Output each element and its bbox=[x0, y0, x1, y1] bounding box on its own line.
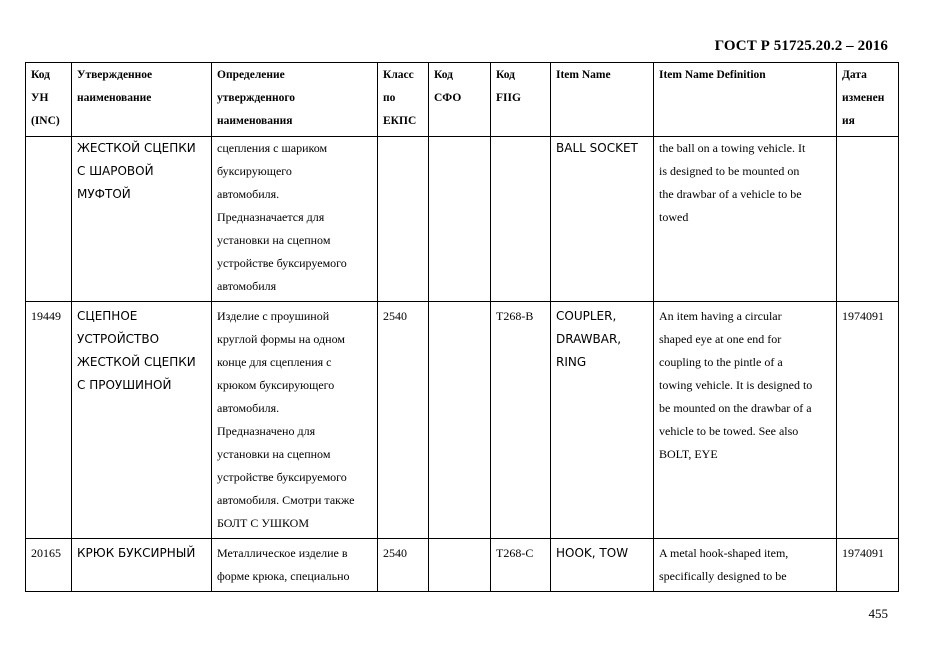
header-sfo-code: Код СФО bbox=[429, 63, 491, 137]
table-header-row bbox=[26, 63, 899, 137]
cell-change-date: 1974091 bbox=[837, 302, 899, 539]
header-inc: Код УН (INC) bbox=[26, 63, 72, 137]
table-row bbox=[26, 302, 899, 539]
cell-inc bbox=[26, 137, 72, 302]
header-change-date: Дата изменен ия bbox=[837, 63, 899, 137]
cell-fiig-code: T268-C bbox=[491, 539, 551, 592]
header-fiig-code: Код FIIG bbox=[491, 63, 551, 137]
cell-item-name: COUPLER, DRAWBAR, RING bbox=[551, 302, 654, 539]
cell-fiig-code bbox=[491, 137, 551, 302]
cell-ekps-class: 2540 bbox=[378, 539, 429, 592]
table-row bbox=[26, 539, 899, 592]
cell-change-date: 1974091 bbox=[837, 539, 899, 592]
cell-sfo-code bbox=[429, 302, 491, 539]
cell-definition: Изделие с проушиной круглой формы на одном конце для сцепления с крюком буксирующего автомобиля. Предназначено для установки на сцепном устройстве буксируемого автомобиля. Смотри также БОЛТ С УШКОМ bbox=[212, 302, 378, 539]
data-table bbox=[25, 62, 899, 592]
header-ekps-class: Класс по ЕКПС bbox=[378, 63, 429, 137]
cell-approved-name: ЖЕСТКОЙ СЦЕПКИ С ШАРОВОЙ МУФТОЙ bbox=[72, 137, 212, 302]
cell-approved-name: СЦЕПНОЕ УСТРОЙСТВО ЖЕСТКОЙ СЦЕПКИ С ПРОУШИНОЙ bbox=[72, 302, 212, 539]
header-item-name-definition: Item Name Definition bbox=[654, 63, 837, 137]
cell-sfo-code bbox=[429, 539, 491, 592]
table-row bbox=[26, 137, 899, 302]
cell-approved-name: КРЮК БУКСИРНЫЙ bbox=[72, 539, 212, 592]
header-definition: Определение утвержденного наименования bbox=[212, 63, 378, 137]
cell-item-name-definition: A metal hook-shaped item, specifically designed to be bbox=[654, 539, 837, 592]
cell-ekps-class bbox=[378, 137, 429, 302]
header-approved-name: Утвержденное наименование bbox=[72, 63, 212, 137]
cell-ekps-class: 2540 bbox=[378, 302, 429, 539]
page-number: 455 bbox=[868, 606, 888, 621]
cell-definition: Металлическое изделие в форме крюка, специально bbox=[212, 539, 378, 592]
cell-item-name-definition: An item having a circular shaped eye at one end for coupling to the pintle of a towing vehicle. It is designed to be mounted on the drawbar of a vehicle to be towed. See also BOLT, EYE bbox=[654, 302, 837, 539]
document-title: ГОСТ Р 51725.20.2 – 2016 bbox=[714, 38, 888, 54]
cell-item-name: BALL SOCKET bbox=[551, 137, 654, 302]
cell-sfo-code bbox=[429, 137, 491, 302]
cell-change-date bbox=[837, 137, 899, 302]
cell-definition: сцепления с шариком буксирующего автомобиля. Предназначается для установки на сцепном устройстве буксируемого автомобиля bbox=[212, 137, 378, 302]
cell-inc: 19449 bbox=[26, 302, 72, 539]
cell-inc: 20165 bbox=[26, 539, 72, 592]
cell-item-name: HOOK, TOW bbox=[551, 539, 654, 592]
cell-fiig-code: T268-B bbox=[491, 302, 551, 539]
header-item-name: Item Name bbox=[551, 63, 654, 137]
cell-item-name-definition: the ball on a towing vehicle. It is designed to be mounted on the drawbar of a vehicle to be towed bbox=[654, 137, 837, 302]
